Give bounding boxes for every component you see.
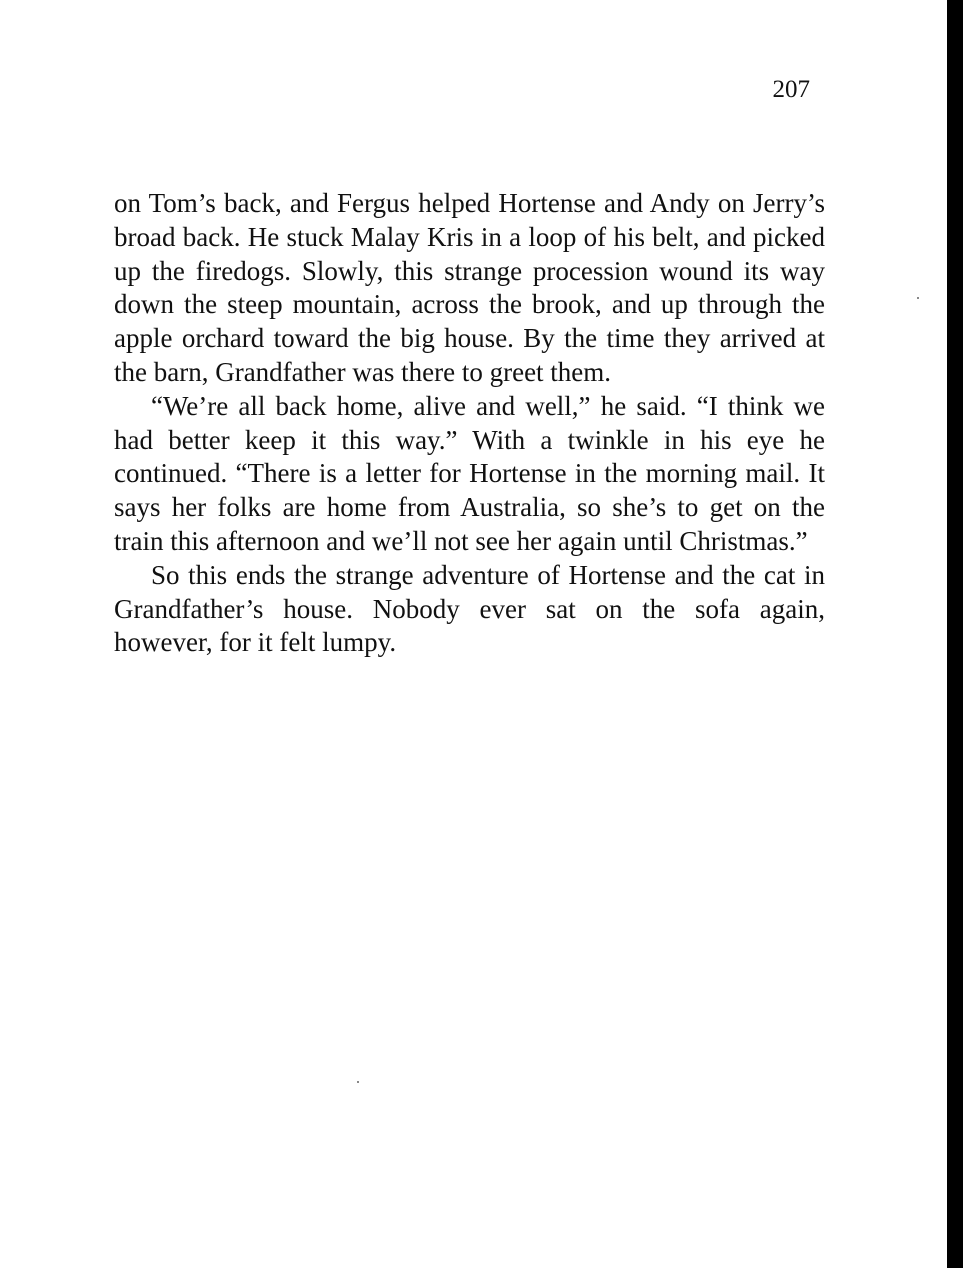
paragraph-2: “We’re all back home, alive and well,” he said. “I think we had better keep it this way.” With a twinkle in his eye he continued. “There is a letter for Hortense in the morning mail. It says her folks are home from Australia, so she’s to get on the train this afternoon and we’ll not see her again until Christmas.”	[114, 390, 825, 556]
paragraph-1: on Tom’s back, and Fergus helped Hortense and Andy on Jerry’s broad back. He stuck Malay Kris in a loop of his belt, and picked up the firedogs. Slowly, this strange procession wound its way down the steep mountain, across the brook, and up through the apple orchard toward the big house. By the time they arrived at the barn, Grandfather was there to greet them.	[114, 188, 825, 387]
paragraph-3: So this ends the strange adventure of Hortense and the cat in Grandfather’s house. Nobody ever sat on the sofa again, however, for it felt lumpy.	[114, 559, 825, 658]
page-number: 207	[772, 76, 810, 103]
scan-speck	[917, 297, 919, 299]
body-text	[114, 187, 825, 660]
scan-speck	[357, 1081, 359, 1083]
scan-border	[947, 0, 963, 1268]
